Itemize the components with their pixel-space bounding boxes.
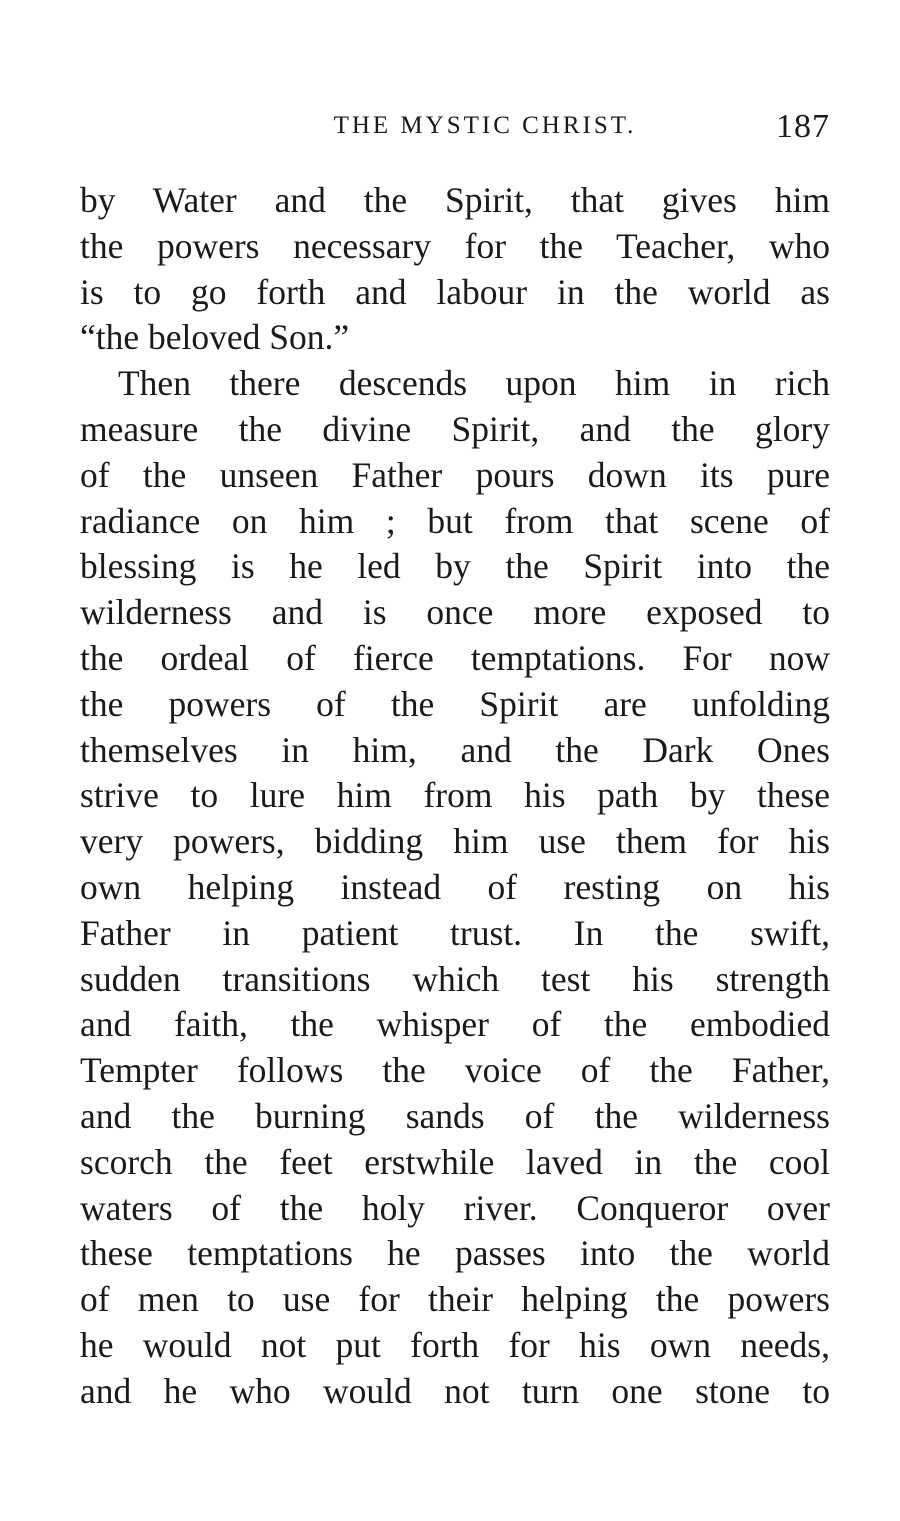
text-line: strive to lure him from his path by these [80, 775, 830, 816]
text-line: and faith, the whisper of the embodied [80, 1004, 830, 1045]
text-line: he would not put forth for his own needs, [80, 1324, 830, 1365]
text-line: Tempter follows the voice of the Father, [80, 1050, 830, 1091]
text-line: the ordeal of fierce temptations. For now [80, 637, 830, 678]
text-line: these temptations he passes into the world [80, 1233, 830, 1274]
text-line: of men to use for their helping the powers [80, 1279, 830, 1320]
paragraph-start-line: Then there descends upon him in rich [118, 363, 830, 404]
text-line: of the unseen Father pours down its pure [80, 454, 830, 495]
text-line: scorch the feet erstwhile laved in the cool [80, 1141, 830, 1182]
text-line: radiance on him ; but from that scene of [80, 500, 830, 541]
text-line: sudden transitions which test his strength [80, 958, 830, 999]
text-line: the powers necessary for the Teacher, who [80, 225, 830, 266]
text-line: wilderness and is once more exposed to [80, 592, 830, 633]
page-number: 187 [776, 108, 830, 145]
text-line: is to go forth and labour in the world as [80, 271, 830, 312]
text-line: and the burning sands of the wilderness [80, 1095, 830, 1136]
body-text [80, 178, 830, 1415]
running-title: THE MYSTIC CHRIST. [333, 112, 637, 139]
text-line: “the beloved Son.” [80, 317, 350, 358]
text-line: very powers, bidding him use them for his [80, 821, 830, 862]
text-line: blessing is he led by the Spirit into the [80, 546, 830, 587]
text-line: measure the divine Spirit, and the glory [80, 408, 830, 449]
text-line: waters of the holy river. Conqueror over [80, 1187, 830, 1228]
text-line: by Water and the Spirit, that gives him [80, 180, 830, 220]
text-line: Father in patient trust. In the swift, [80, 912, 830, 953]
running-head [80, 108, 830, 152]
text-line: own helping instead of resting on his [80, 866, 830, 907]
text-line: themselves in him, and the Dark Ones [80, 729, 830, 770]
text-line: the powers of the Spirit are unfolding [80, 683, 830, 724]
text-line: and he who would not turn one stone to [80, 1370, 830, 1411]
